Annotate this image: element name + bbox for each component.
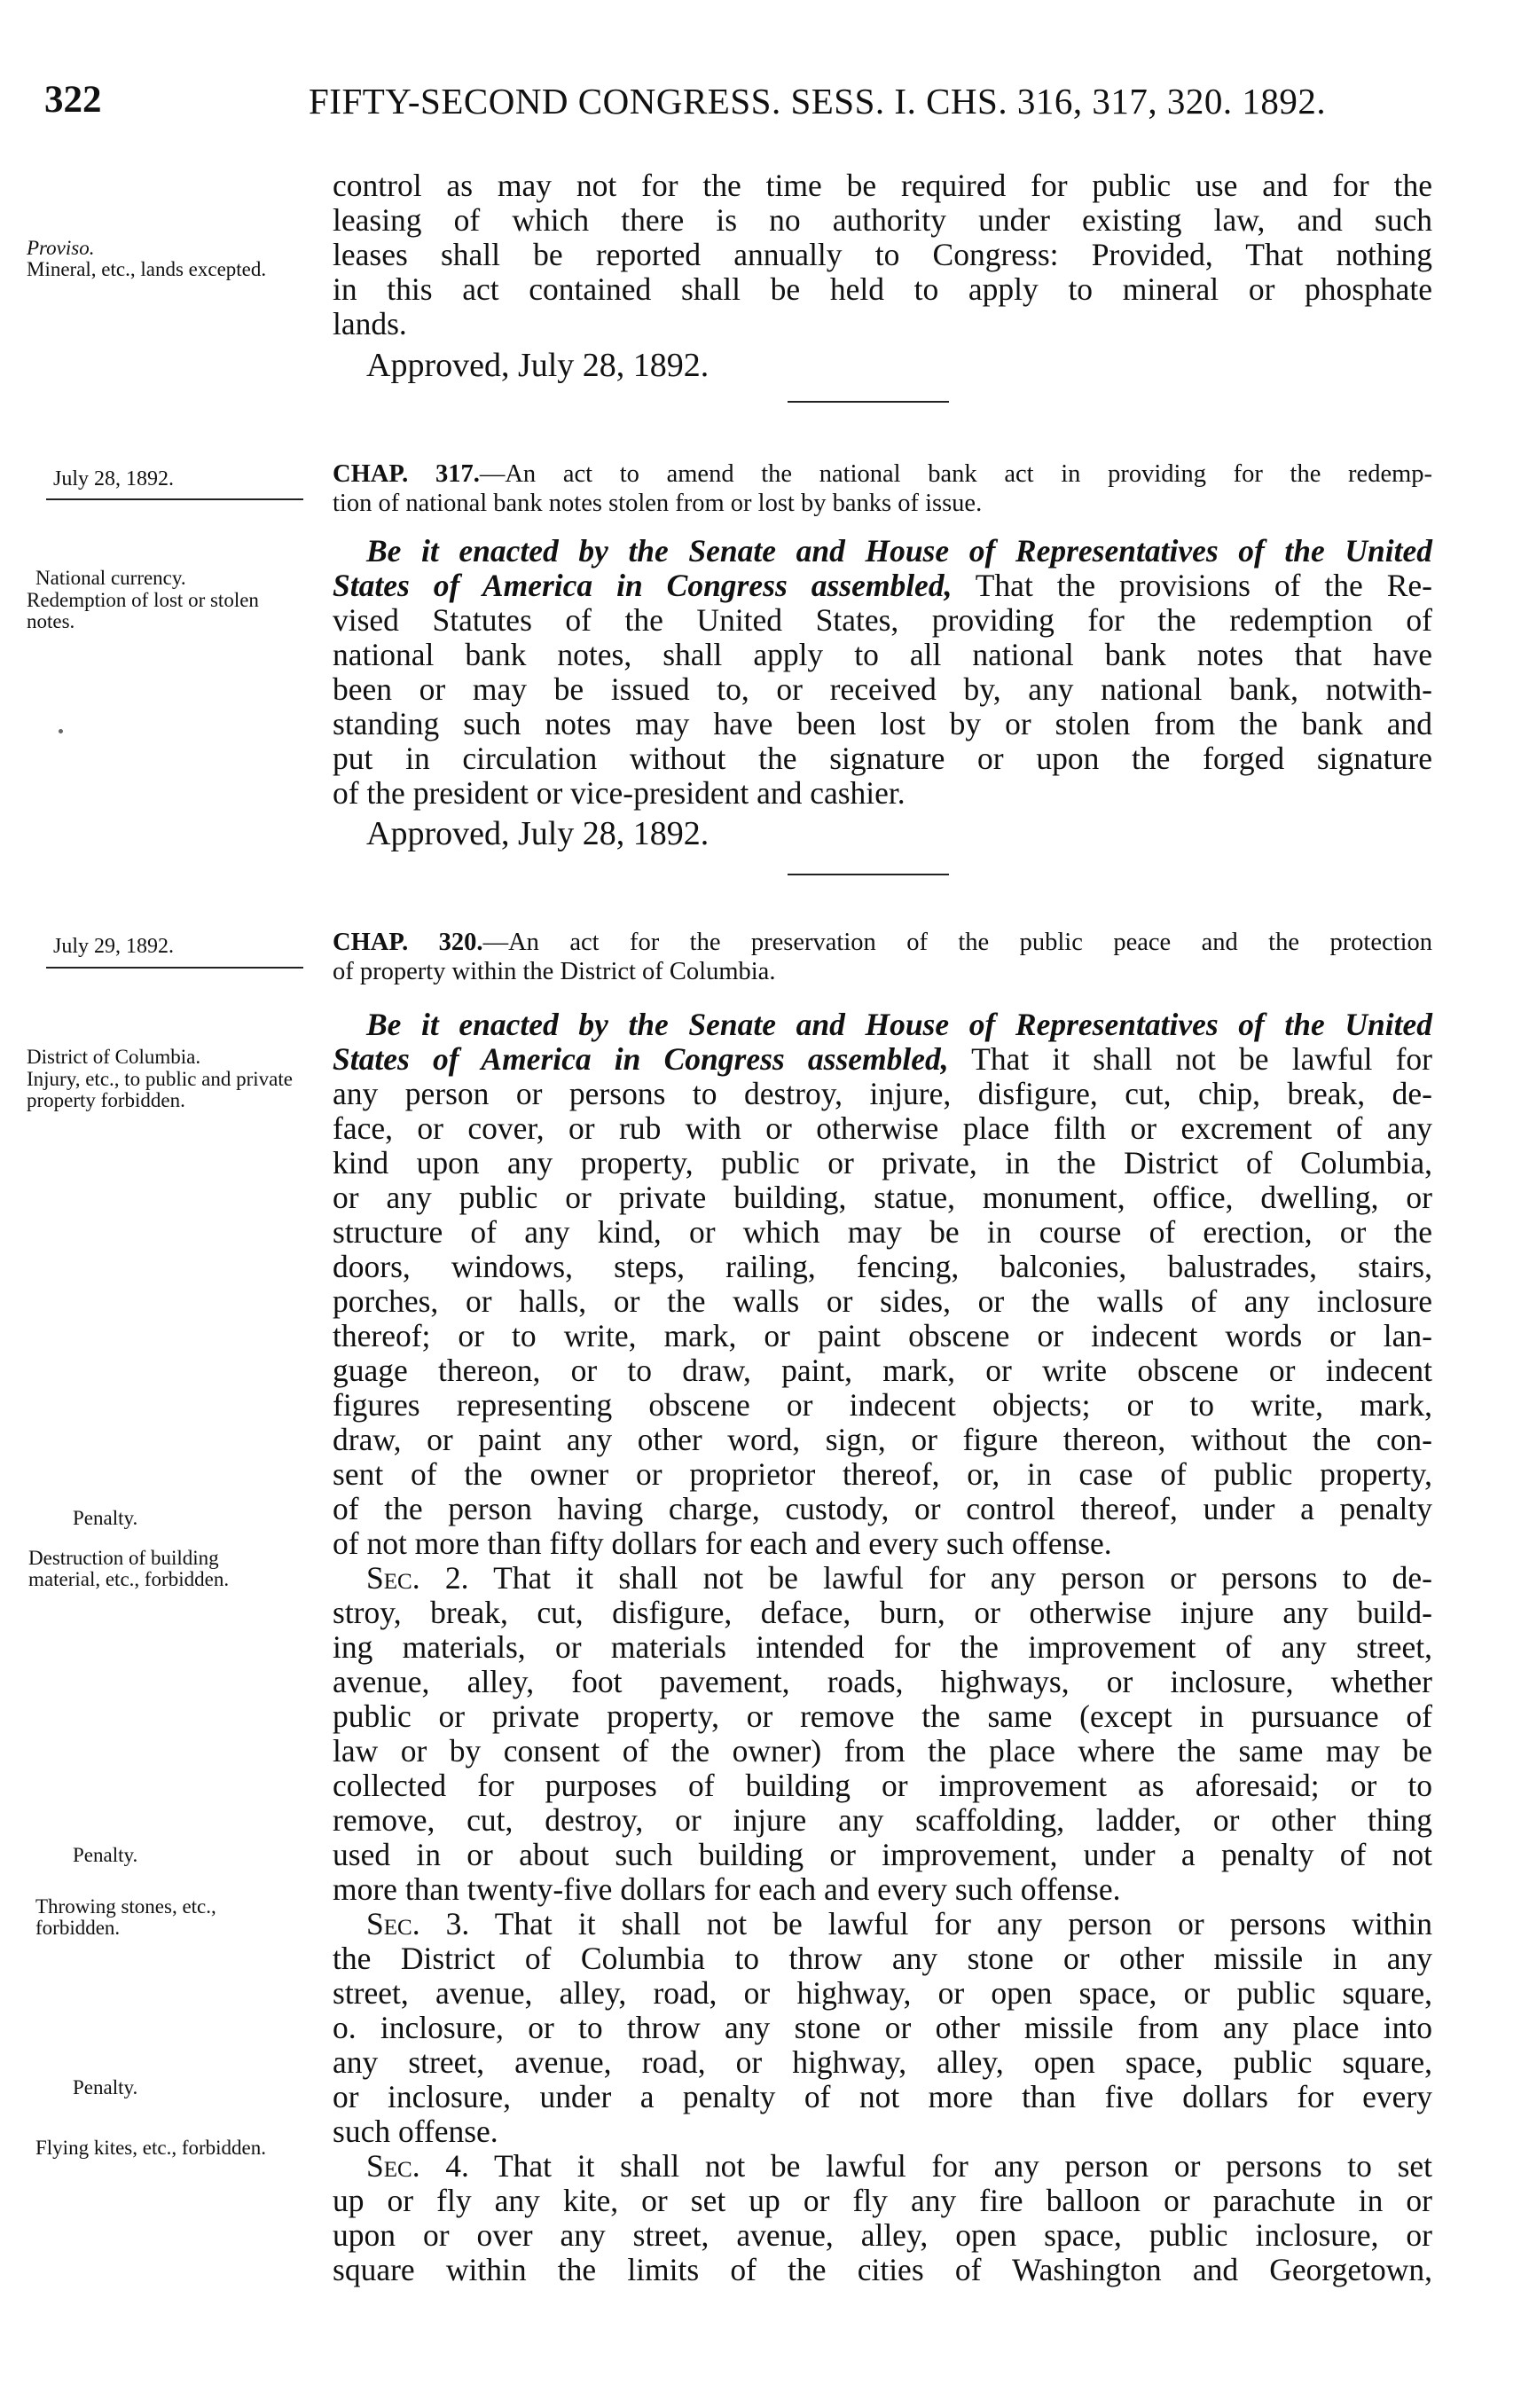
chapter-320-text — [333, 1008, 1432, 2287]
margin-redemption: Redemption of lost or stolen notes. — [27, 589, 259, 632]
text-line: square within the limits of the cities of Washington and Georgetown, — [333, 2252, 1432, 2287]
chapter-title: —An act for the preservation of the public peace and the protection — [482, 929, 1432, 956]
text-line: vised Statutes of the United States, providing for the redemption of — [333, 602, 1432, 638]
text-line: thereof; or to write, mark, or paint obscene or indecent words or lan- — [333, 1318, 1432, 1353]
text-line: the District of Columbia to throw any stone or other missile in any — [333, 1941, 1432, 1976]
section-divider — [788, 874, 949, 875]
margin-penalty-2: Penalty. — [73, 1844, 138, 1866]
margin-proviso — [27, 238, 293, 259]
text-line: of the person having charge, custody, or control thereof, under a penalty — [333, 1491, 1432, 1526]
margin-national-currency: National currency. — [35, 567, 186, 589]
margin-date-ch320: July 29, 1892. — [53, 935, 175, 958]
margin-destruction: Destruction of building material, etc., forbidden. — [28, 1547, 230, 1590]
text-line: any street, avenue, road, or highway, alley, open space, public square, — [333, 2044, 1432, 2080]
section-4-start: Sec. 4. That it shall not be lawful for any person or persons to set — [366, 2148, 1433, 2184]
margin-rule — [46, 967, 303, 969]
text-line: States of America in Congress assembled, That the provisions of the Re- — [333, 568, 1432, 603]
margin-proviso-label: Proviso. — [27, 237, 95, 259]
text-line: public or private property, or remove the same (except in pursuance of — [333, 1698, 1432, 1734]
text-line: or any public or private building, statue, monument, office, dwelling, or — [333, 1180, 1432, 1215]
enacting-clause: Be it enacted by the Senate and House of Representatives of the United — [366, 1007, 1432, 1042]
chapter-320-heading — [333, 928, 1432, 986]
text-line: collected for purposes of building or improvement as aforesaid; or to — [333, 1768, 1432, 1803]
text-line: or inclosure, under a penalty of not more than five dollars for every — [333, 2079, 1432, 2114]
text-line: structure of any kind, or which may be in course of erection, or the — [333, 1214, 1432, 1250]
text-line: o. inclosure, or to throw any stone or other missile from any place into — [333, 2010, 1432, 2045]
text-line: national bank notes, shall apply to all national bank notes that have — [333, 637, 1432, 672]
text-line: States of America in Congress assembled, That it shall not be lawful for — [333, 1041, 1432, 1077]
approved-ch317: Approved, July 28, 1892. — [366, 815, 710, 852]
text-line: guage thereon, or to draw, paint, mark, or write obscene or indecent — [333, 1353, 1432, 1388]
margin-penalty-1: Penalty. — [73, 1507, 138, 1529]
text-line: kind upon any property, public or private, in the District of Columbia, — [333, 1145, 1432, 1180]
text-line: any person or persons to destroy, injure, disfigure, cut, chip, break, de- — [333, 1076, 1432, 1111]
margin-penalty-3: Penalty. — [73, 2076, 138, 2098]
chapter-number: CHAP. 317. — [333, 460, 480, 488]
chapter-title: —An act to amend the national bank act in providing for the redemp- — [479, 460, 1433, 488]
section-3-start: Sec. 3. That it shall not be lawful for any person or persons within — [366, 1906, 1432, 1941]
text-line: ing materials, or materials intended for the improvement of any street, — [333, 1629, 1432, 1665]
text-line: of the president or vice-president and cashier. — [333, 775, 906, 811]
text-line: law or by consent of the owner) from the place where the same may be — [333, 1733, 1432, 1769]
chapter-number: CHAP. 320. — [333, 929, 483, 956]
text-line: draw, or paint any other word, sign, or figure thereon, without the con- — [333, 1422, 1432, 1457]
text-line: upon or over any street, avenue, alley, open space, public inclosure, or — [333, 2217, 1432, 2253]
text-line: sent of the owner or proprietor thereof, or, in case of public property, — [333, 1456, 1432, 1492]
text-line: standing such notes may have been lost by or stolen from the bank and — [333, 706, 1432, 741]
margin-injury: Injury, etc., to public and private property forbidden. — [27, 1068, 293, 1111]
page-header — [0, 78, 1521, 131]
section-label: Sec. 3. — [366, 1906, 470, 1941]
text-line: such offense. — [333, 2114, 498, 2149]
enacting-clause: Be it enacted by the Senate and House of Representatives of the United — [366, 533, 1432, 569]
text-line: remove, cut, destroy, or injure any scaffolding, ladder, or other thing — [333, 1802, 1432, 1838]
text-line: leases shall be reported annually to Congress: Provided, That nothing — [333, 237, 1432, 272]
text-line: figures representing obscene or indecent objects; or to write, mark, — [333, 1387, 1432, 1423]
text-line: been or may be issued to, or received by, any national bank, notwith- — [333, 671, 1432, 707]
margin-rule — [46, 498, 303, 500]
margin-date-ch317: July 28, 1892. — [53, 467, 175, 490]
approved-ch316: Approved, July 28, 1892. — [366, 347, 710, 384]
text-line: of not more than fifty dollars for each and every such offense. — [333, 1526, 1112, 1561]
text-line: put in circulation without the signature or upon the forged signature — [333, 741, 1432, 776]
text-line: street, avenue, alley, road, or highway, or open space, or public square, — [333, 1975, 1432, 2011]
ch316-continuation — [333, 169, 1432, 341]
section-label: Sec. 4. — [366, 2148, 469, 2184]
text-line: in this act contained shall be held to apply to mineral or phosphate — [333, 271, 1432, 307]
text-line: avenue, alley, foot pavement, roads, highways, or inclosure, whether — [333, 1664, 1432, 1699]
section-label: Sec. 2. — [366, 1560, 469, 1596]
text-line: face, or cover, or rub with or otherwise place filth or excrement of any — [333, 1110, 1432, 1146]
section-divider — [788, 401, 949, 403]
print-speck — [59, 729, 63, 733]
running-head: FIFTY-SECOND CONGRESS. SESS. I. CHS. 316, 317, 320. 1892. — [309, 81, 1327, 122]
margin-throwing: Throwing stones, etc., forbidden. — [35, 1895, 216, 1939]
text-line: used in or about such building or improvement, under a penalty of not — [333, 1837, 1432, 1872]
text-line: lands. — [333, 306, 407, 341]
page-number: 322 — [44, 79, 102, 121]
text-line: doors, windows, steps, railing, fencing, balconies, balustrades, stairs, — [333, 1249, 1432, 1284]
chapter-317-heading — [333, 459, 1432, 518]
margin-flying: Flying kites, etc., forbidden. — [35, 2137, 266, 2159]
text-line: more than twenty-five dollars for each and every such offense. — [333, 1871, 1121, 1907]
chapter-317-text — [333, 534, 1432, 811]
margin-district: District of Columbia. — [27, 1046, 201, 1068]
text-line: control as may not for the time be required for public use and for the — [333, 168, 1432, 203]
text-line: porches, or halls, or the walls or sides, or the walls of any inclosure — [333, 1283, 1432, 1319]
text-line: leasing of which there is no authority under existing law, and such — [333, 202, 1432, 238]
margin-mineral-lands: Mineral, etc., lands excepted. — [27, 258, 267, 280]
chapter-title-line2: tion of national bank notes stolen from or lost by banks of issue. — [333, 490, 983, 517]
text-line: up or fly any kite, or set up or fly any fire balloon or parachute in or — [333, 2183, 1432, 2218]
section-2-start: Sec. 2. That it shall not be lawful for any person or persons to de- — [366, 1560, 1433, 1596]
text-line: stroy, break, cut, disfigure, deface, burn, or otherwise injure any build- — [333, 1595, 1432, 1630]
chapter-title-line2: of property within the District of Columbia. — [333, 958, 776, 985]
